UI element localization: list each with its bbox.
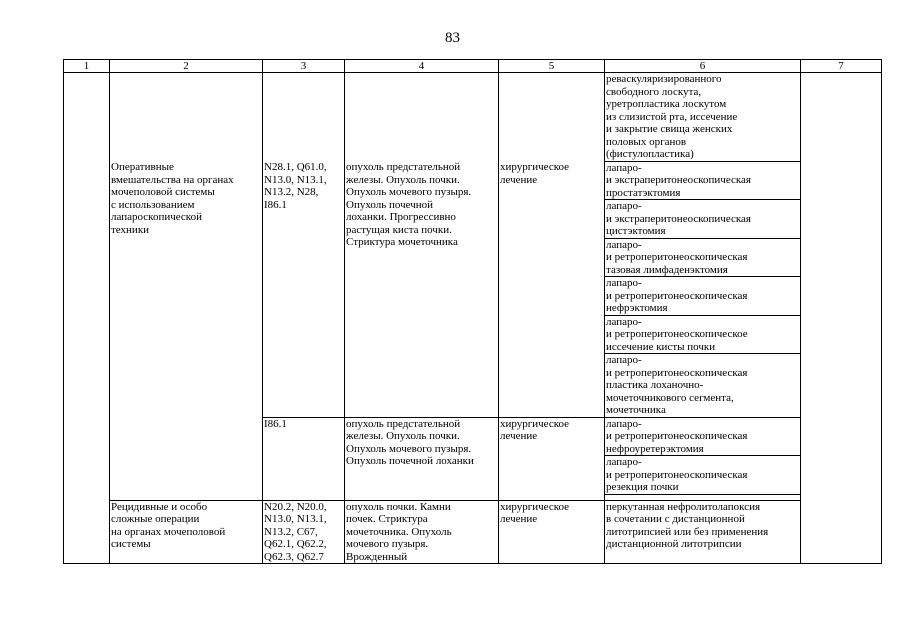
treatment-type-cell: хирургическое лечение bbox=[499, 161, 605, 417]
method-cell: лапаро- и ретроперитонеоскопическая нефроуретерэктомия bbox=[605, 417, 801, 456]
table-row bbox=[64, 500, 882, 564]
icd-codes-cell: N20.2, N20.0, N13.0, N13.1, N13.2, C67, Q62.1, Q62.2, Q62.3, Q62.7 bbox=[263, 500, 345, 564]
method-cell: перкутанная нефролитолапоксия в сочетании с дистанционной литотрипсией или без применения дистанционной литотрипсии bbox=[605, 500, 801, 564]
method-cell: лапаро- и экстраперитонеоскопическая простатэктомия bbox=[605, 161, 801, 200]
diagnosis-cell: опухоль почки. Камни почек. Стриктура мочеточника. Опухоль мочевого пузыря. Врожденный bbox=[345, 500, 499, 564]
column-number-row bbox=[64, 60, 882, 73]
cell-col7-empty bbox=[801, 73, 882, 564]
cell-col1-empty bbox=[64, 73, 110, 564]
table-row bbox=[64, 73, 882, 162]
treatment-type-cell: хирургическое лечение bbox=[499, 500, 605, 564]
method-cell: лапаро- и ретроперитонеоскопическая нефрэктомия bbox=[605, 277, 801, 316]
col-number-6: 6 bbox=[605, 60, 801, 73]
method-cell: лапаро- и экстраперитонеоскопическая цистэктомия bbox=[605, 200, 801, 239]
method-cell: лапаро- и ретроперитонеоскопическая резекция почки bbox=[605, 456, 801, 495]
icd-codes-cell: I86.1 bbox=[263, 417, 345, 500]
cell-col2-empty bbox=[110, 73, 263, 162]
col-number-3: 3 bbox=[263, 60, 345, 73]
method-cell-continued: реваскуляризированного свободного лоскута, уретропластика лоскутом из слизистой рта, иссечение и закрытие свища женских половых органов (фистулопластика) bbox=[605, 73, 801, 162]
col-number-4: 4 bbox=[345, 60, 499, 73]
icd-codes-cell: N28.1, Q61.0, N13.0, N13.1, N13.2, N28, I86.1 bbox=[263, 161, 345, 417]
col-number-2: 2 bbox=[110, 60, 263, 73]
group-name-laparoscopic: Оперативные вмешательства на органах мочеполовой системы с использованием лапароскопической техники bbox=[110, 161, 263, 500]
cell-col4-empty bbox=[345, 73, 499, 162]
method-cell: лапаро- и ретроперитонеоскопическая пластика лоханочно- мочеточникового сегмента, мочеточника bbox=[605, 354, 801, 418]
cell-col5-empty bbox=[499, 73, 605, 162]
col-number-5: 5 bbox=[499, 60, 605, 73]
method-cell: лапаро- и ретроперитонеоскопическое иссечение кисты почки bbox=[605, 315, 801, 354]
method-cell: лапаро- и ретроперитонеоскопическая тазовая лимфаденэктомия bbox=[605, 238, 801, 277]
group-name-recurrent: Рецидивные и особо сложные операции на органах мочеполовой системы bbox=[110, 500, 263, 564]
cell-col3-empty bbox=[263, 73, 345, 162]
medical-care-table bbox=[63, 59, 882, 564]
treatment-type-cell: хирургическое лечение bbox=[499, 417, 605, 500]
diagnosis-cell: опухоль предстательной железы. Опухоль почки. Опухоль мочевого пузыря. Опухоль почечной лоханки bbox=[345, 417, 499, 500]
col-number-7: 7 bbox=[801, 60, 882, 73]
table-row bbox=[64, 161, 882, 200]
page-number: 83 bbox=[445, 30, 460, 46]
diagnosis-cell: опухоль предстательной железы. Опухоль почки. Опухоль мочевого пузыря. Опухоль почечной лоханки. Прогрессивно растущая киста почки. Стриктура мочеточника bbox=[345, 161, 499, 417]
col-number-1: 1 bbox=[64, 60, 110, 73]
